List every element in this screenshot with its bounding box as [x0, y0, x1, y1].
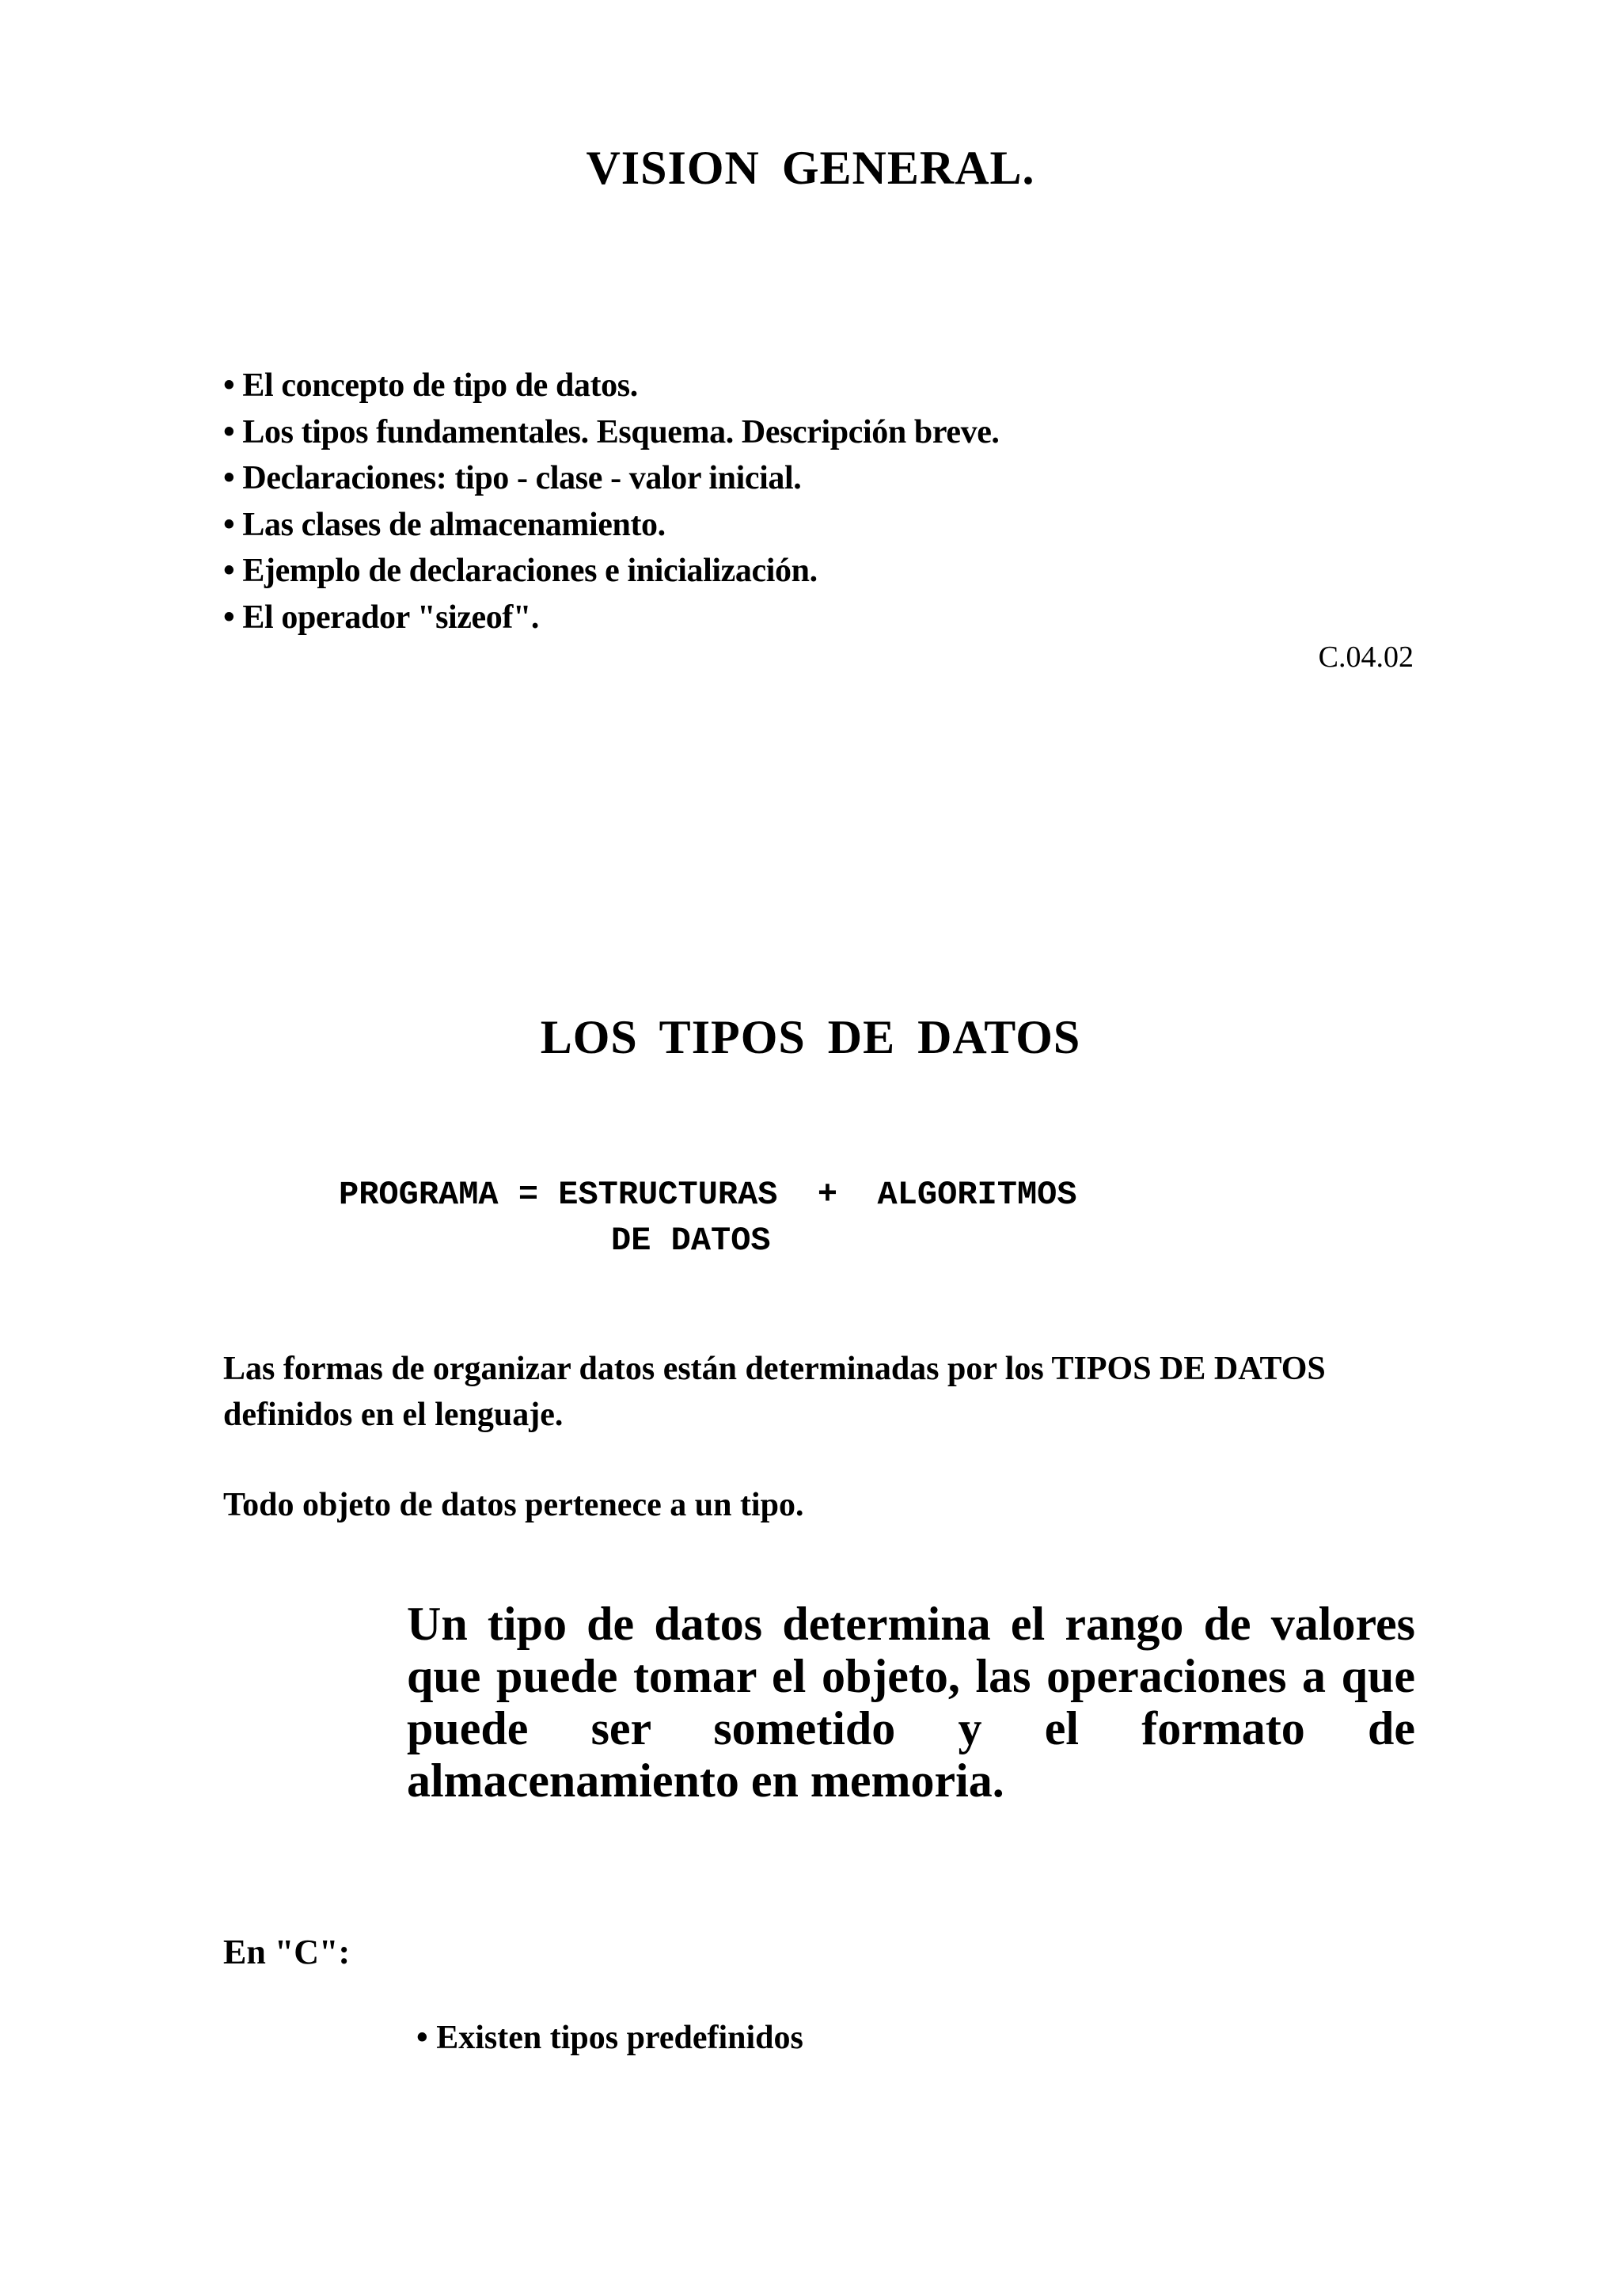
list-item: • Ejemplo de declaraciones e inicialización.: [223, 553, 818, 589]
en-c-label: En "C":: [223, 1933, 351, 1971]
equation-line-1: PROGRAMA = ESTRUCTURAS + ALGORITMOS: [339, 1176, 1077, 1214]
bullet-tipos-predefinidos: • Existen tipos predefinidos: [416, 2020, 803, 2056]
definition-block: Un tipo de datos determina el rango de valores que puede tomar el objeto, las operaciones a que puede ser sometido y el formato de almacenamiento en memoria.: [407, 1598, 1415, 1807]
page-reference: C.04.02: [1318, 641, 1414, 674]
overview-bullet-list: [223, 363, 1000, 641]
paragraph-formas: Las formas de organizar datos están determinadas por los TIPOS DE DATOS definidos en el lenguaje.: [223, 1351, 1326, 1433]
list-item: • Declaraciones: tipo - clase - valor inicial.: [223, 460, 802, 496]
list-item: • El concepto de tipo de datos.: [223, 367, 638, 404]
list-item: • Los tipos fundamentales. Esquema. Descripción breve.: [223, 413, 1000, 450]
section-title-tipos-de-datos: LOS TIPOS DE DATOS: [540, 1011, 1081, 1063]
list-item: • Las clases de almacenamiento.: [223, 506, 666, 543]
section-title-vision-general: VISION GENERAL.: [586, 142, 1035, 194]
paragraph-todo-objeto: Todo objeto de datos pertenece a un tipo.: [223, 1487, 804, 1523]
equation-line-2: DE DATOS: [611, 1222, 771, 1260]
list-item: • El operador "sizeof".: [223, 599, 539, 636]
